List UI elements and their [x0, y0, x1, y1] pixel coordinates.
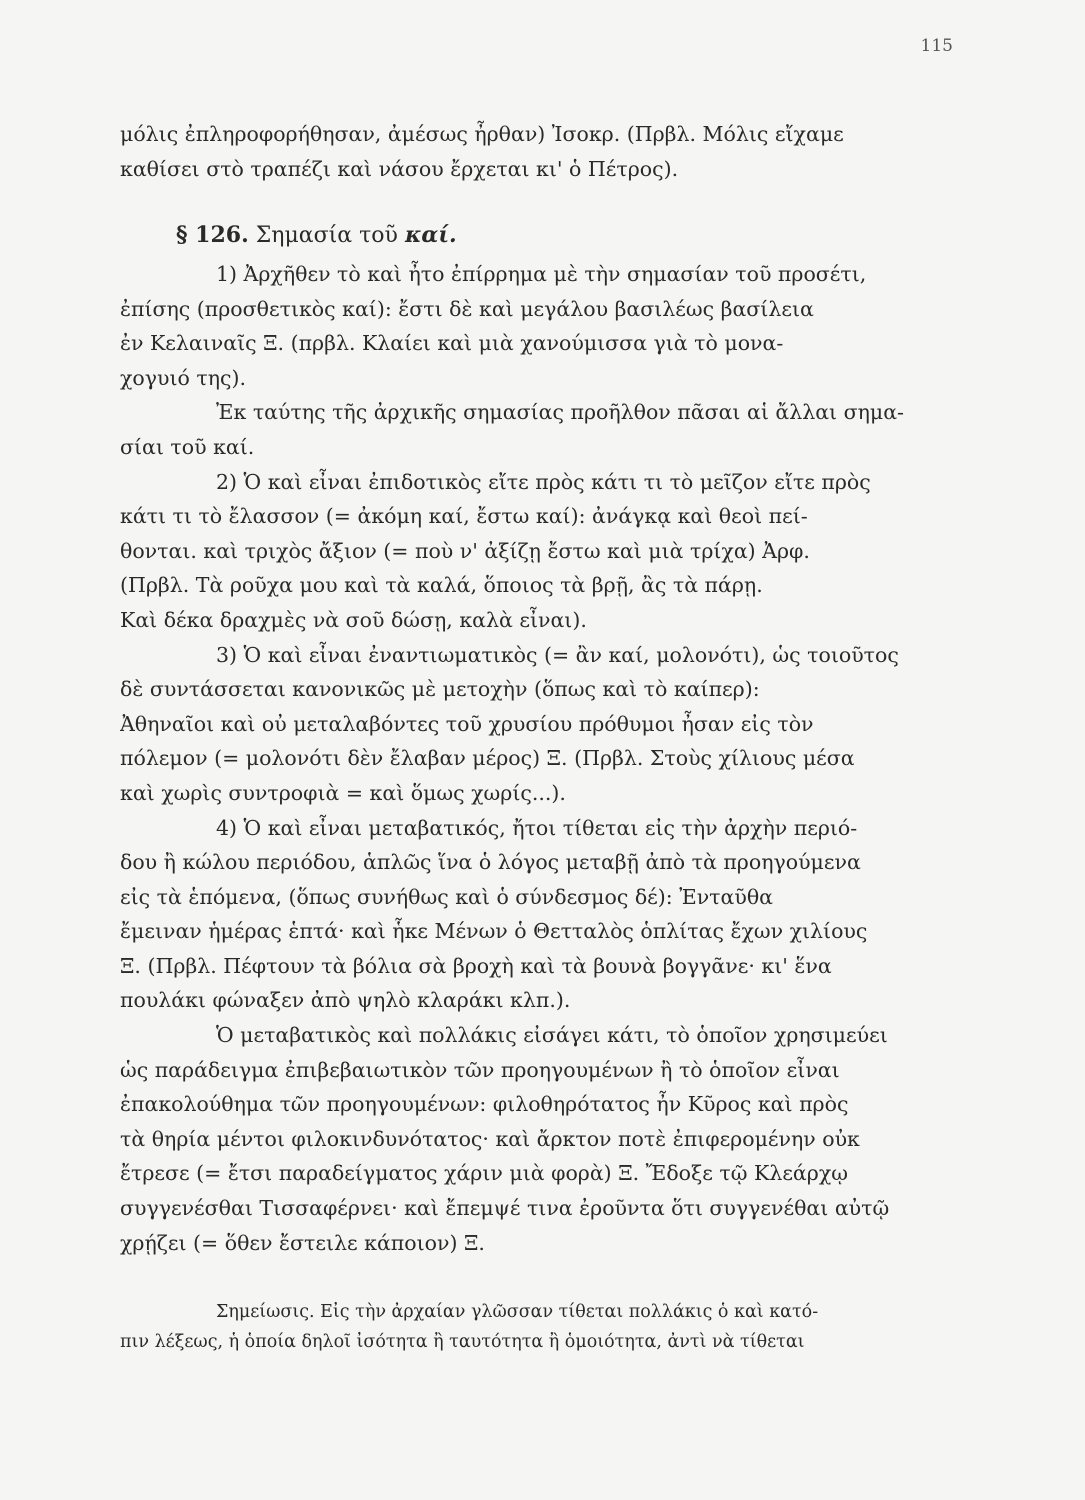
text-line: ἔμειναν ἡμέρας ἑπτά· καὶ ἧκε Μένων ὁ Θετταλὸς ὁπλίτας ἔχων χιλίους — [120, 919, 868, 944]
text-line: πουλάκι φώναξεν ἀπὸ ψηλὸ κλαράκι κλπ.). — [120, 988, 571, 1013]
text-line: Ὁ μεταβατικὸς καὶ πολλάκις εἰσάγει κάτι, τὸ ὁποῖον χρησιμεύει — [216, 1023, 888, 1048]
text-line: ἐπακολούθημα τῶν προηγουμένων: φιλοθηρότατος ἦν Κῦρος καὶ πρὸς — [120, 1092, 849, 1117]
text-line: καὶ χωρὶς συντροφιὰ = καὶ ὅμως χωρίς...). — [120, 780, 566, 805]
page-number: 115 — [920, 36, 953, 56]
note-line: πιν λέξεως, ἡ ὁποία δηλοῖ ἰσότητα ἢ ταυτότητα ἢ ὁμοιότητα, ἀντὶ νὰ τίθεται — [120, 1332, 805, 1352]
text-line: σίαι τοῦ καί. — [120, 434, 255, 459]
text-line: καθίσει στὸ τραπέζι καὶ νάσου ἔρχεται κι' ὁ Πέτρος). — [120, 156, 679, 181]
text-line: δου ἢ κώλου περιόδου, ἁπλῶς ἵνα ὁ λόγος μεταβῇ ἀπὸ τὰ προηγούμενα — [120, 850, 861, 875]
text-line: εἰς τὰ ἑπόμενα, (ὅπως συνήθως καὶ ὁ σύνδεσμος δέ): Ἐνταῦθα — [120, 884, 774, 909]
text-line: (Πρβλ. Τὰ ροῦχα μου καὶ τὰ καλά, ὅποιος τὰ βρῇ, ἂς τὰ πάρῃ. — [120, 573, 763, 598]
text-line: συγγενέσθαι Τισσαφέρνει· καὶ ἔπεμψέ τινα ἐροῦντα ὅτι συγγενέθαι αὐτῷ — [120, 1196, 890, 1221]
text-line: θονται. καὶ τριχὸς ἄξιον (= ποὺ ν' ἀξίζῃ ἔστω καὶ μιὰ τρίχα) Ἀρφ. — [120, 538, 810, 563]
section-keyword: καί. — [404, 222, 457, 248]
text-line: ὡς παράδειγμα ἐπιβεβαιωτικὸν τῶν προηγουμένων ἢ τὸ ὁποῖον εἶναι — [120, 1057, 840, 1082]
text-line: 3) Ὁ καὶ εἶναι ἐναντιωματικὸς (= ἂν καί, μολονότι), ὡς τοιοῦτος — [216, 642, 899, 667]
text-line: 4) Ὁ καὶ εἶναι μεταβατικός, ἤτοι τίθεται εἰς τὴν ἀρχὴν περιό- — [216, 815, 858, 840]
text-line: χρῄζει (= ὅθεν ἔστειλε κάποιον) Ξ. — [120, 1230, 485, 1255]
text-line: Καὶ δέκα δραχμὲς νὰ σοῦ δώσῃ, καλὰ εἶναι). — [120, 607, 587, 632]
text-line: πόλεμον (= μολονότι δὲν ἔλαβαν μέρος) Ξ. (Πρβλ. Στοὺς χίλιους μέσα — [120, 746, 855, 771]
text-line: 1) Ἀρχῆθεν τὸ καὶ ἦτο ἐπίρρημα μὲ τὴν σημασίαν τοῦ προσέτι, — [216, 262, 867, 286]
note-paragraph — [120, 1297, 965, 1357]
text-line: 2) Ὁ καὶ εἶναι ἐπιδοτικὸς εἴτε πρὸς κάτι τι τὸ μεῖζον εἴτε πρὸς — [216, 469, 871, 494]
text-line: Ξ. (Πρβλ. Πέφτουν τὰ βόλια σὰ βροχὴ καὶ τὰ βουνὰ βογγᾶνε· κι' ἕνα — [120, 953, 832, 978]
body-text — [120, 257, 965, 1260]
note-line: Σημείωσις. Εἰς τὴν ἀρχαίαν γλῶσσαν τίθεται πολλάκις ὁ καὶ κατό- — [216, 1302, 819, 1322]
text-line: ἔτρεσε (= ἔτσι παραδείγματος χάριν μιὰ φορὰ) Ξ. Ἔδοξε τῷ Κλεάρχῳ — [120, 1161, 848, 1186]
text-line: χογυιό της). — [120, 365, 246, 390]
section-heading — [176, 218, 1021, 254]
text-line: ἐν Κελαιναῖς Ξ. (πρβλ. Κλαίει καὶ μιὰ χανούμισσα γιὰ τὸ μονα- — [120, 331, 784, 356]
text-line: Ἀθηναῖοι καὶ οὐ μεταλαβόντες τοῦ χρυσίου πρόθυμοι ἦσαν εἰς τὸν — [120, 711, 814, 736]
text-line: μόλις ἐπληροφορήθησαν, ἀμέσως ἦρθαν) Ἰσοκρ. (Πρβλ. Μόλις εἴχαμε — [120, 122, 844, 146]
text-line: ἐπίσης (προσθετικὸς καί): ἔστι δὲ καὶ μεγάλου βασιλέως βασίλεια — [120, 296, 814, 321]
top-paragraph — [120, 117, 965, 186]
text-line: δὲ συντάσσεται κανονικῶς μὲ μετοχὴν (ὅπως καὶ τὸ καίπερ): — [120, 677, 760, 702]
section-number: § 126. — [176, 222, 249, 248]
section-title: Σημασία τοῦ — [255, 223, 398, 248]
text-line: τὰ θηρία μέντοι φιλοκινδυνότατος· καὶ ἄρκτον ποτὲ ἐπιφερομένην οὐκ — [120, 1126, 860, 1151]
text-line: Ἐκ ταύτης τῆς ἀρχικῆς σημασίας προῆλθον πᾶσαι αἱ ἄλλαι σημα- — [216, 400, 904, 425]
text-line: κάτι τι τὸ ἔλασσον (= ἀκόμη καί, ἔστω καί): ἀνάγκᾳ καὶ θεοὶ πεί- — [120, 504, 808, 529]
